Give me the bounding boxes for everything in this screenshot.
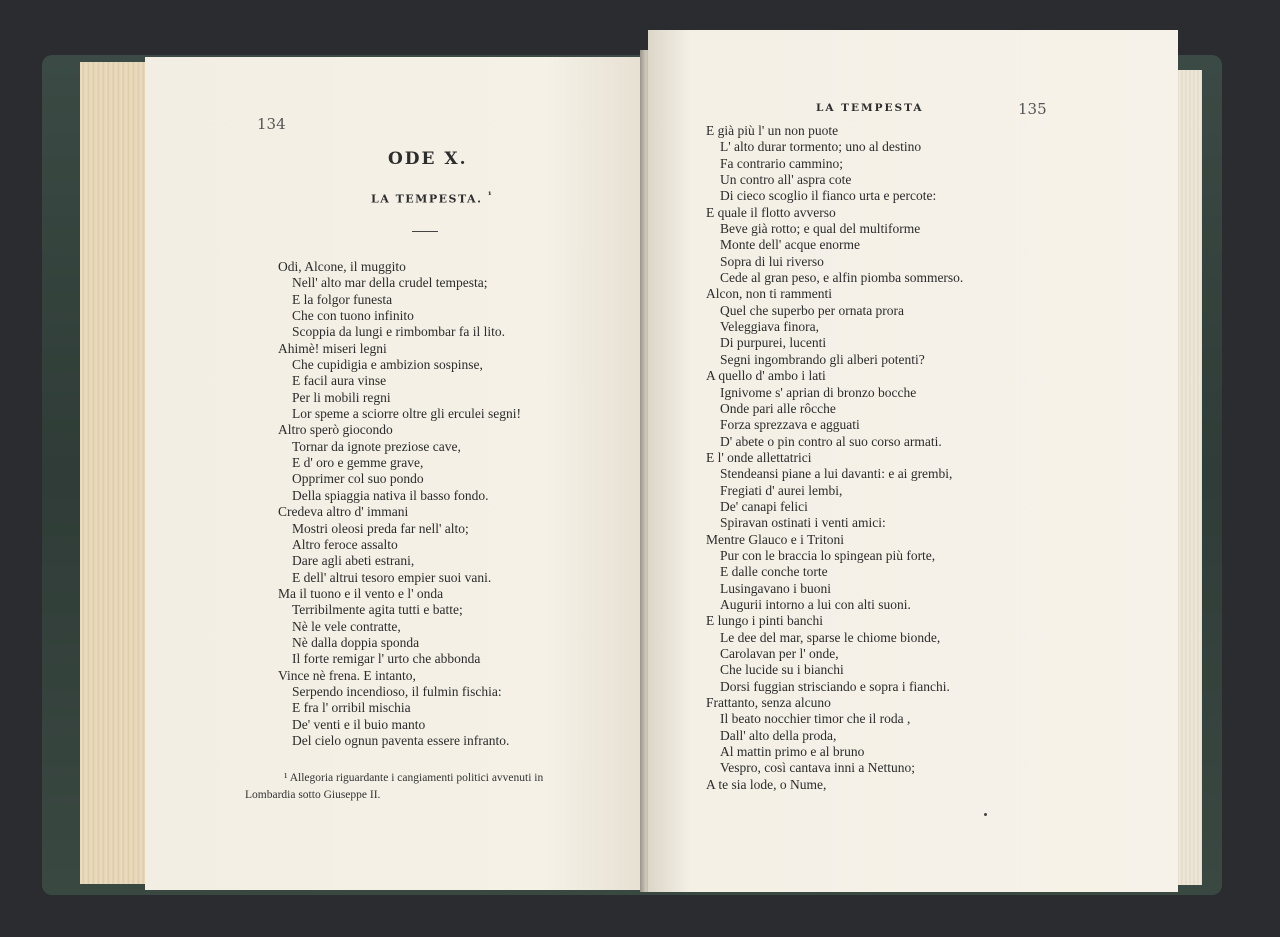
verse-line: Mentre Glauco e i Tritoni [706,531,844,547]
verse-line: Dall' alto della proda, [720,727,837,743]
verse-line: Credeva altro d' immani [278,504,409,520]
running-head: LA TEMPESTA [816,102,924,114]
verse-line: Serpendo incendioso, il fulmin fischia: [292,683,502,699]
verse-line: Stendeansi piane a lui davanti: e ai grembi, [720,466,953,482]
page-edges-left [80,62,146,884]
verse-line: Nè le vele contratte, [292,618,401,634]
verse-line: Il beato nocchier timor che il roda , [720,711,911,727]
verse-line: Ma il tuono e il vento e l' onda [278,585,444,601]
verse-line: Al mattin primo e al bruno [720,744,865,760]
verse-line: L' alto durar tormento; uno al destino [720,139,922,155]
verse-line: Alcon, non ti rammenti [706,286,832,302]
right-page [648,30,1178,892]
verse-line: E quale il flotto avverso [706,204,836,220]
verse-line: Opprimer col suo pondo [292,471,424,487]
verse-line: Augurii intorno a lui con alti suoni. [720,596,911,612]
verse-line: De' canapi felici [720,498,808,514]
left-page [145,57,645,890]
verse-line: Veleggiava finora, [720,319,819,335]
verse-line: Altro sperò giocondo [278,422,393,438]
verse-line: Per li mobili regni [292,389,391,405]
verse-line: De' venti e il buio manto [292,716,426,732]
verse-line: Fa contrario cammino; [720,155,843,171]
verse-line: E facil aura vinse [292,373,387,389]
verse-line: Ahimè! miseri legni [278,340,387,356]
verse-line: Segni ingombrando gli alberi potenti? [720,351,925,367]
verse-line: E fra l' orribil mischia [292,700,411,716]
footnote-mark: ¹ [487,191,494,201]
verse-line: Il forte remigar l' urto che abbonda [292,651,481,667]
verse-line: Ignivome s' aprian di bronzo bocche [720,384,917,400]
verse-line: Del cielo ognun paventa essere infranto. [292,732,510,748]
verse-line: Dorsi fuggian strisciando e sopra i fianchi. [720,678,950,694]
poem-subtitle [371,191,493,206]
verse-line: D' abete o pin contro al suo corso armati. [720,433,942,449]
verse-line: Spiravan ostinati i venti amici: [720,515,886,531]
left-verse-lines [278,259,521,749]
verse-line: Mostri oleosi preda far nell' alto; [292,520,469,536]
verse-line: Altro feroce assalto [292,536,398,552]
verse-line: Monte dell' acque enorme [720,237,861,253]
verse-line: Che cupidigia e ambizion sospinse, [292,357,483,373]
verse-line: Di cieco scoglio il fianco urta e percote: [720,188,937,204]
footnote-line-2: Lombardia sotto Giuseppe II. [245,789,381,801]
verse-line: A quello d' ambo i lati [706,368,826,384]
verse-line: Pur con le braccia lo spingean più forte, [720,547,936,563]
page-edges-right [1176,70,1202,885]
verse-line: Quel che superbo per ornata prora [720,302,905,318]
verse-line: Nell' alto mar della crudel tempesta; [292,275,488,291]
verse-line: Le dee del mar, sparse le chiome bionde, [720,629,941,645]
verse-line: Beve già rotto; e qual del multiforme [720,221,921,237]
verse-line: Odi, Alcone, il muggito [278,259,406,274]
ink-speck [984,813,987,816]
verse-line: E la folgor funesta [292,291,393,307]
verse-line: Vince nè frena. E intanto, [278,667,416,683]
verse-line: Dare agli abeti estrani, [292,553,415,569]
verse-line: Forza sprezzava e agguati [720,417,860,433]
verse-line: Lusingavano i buoni [720,580,831,596]
verse-line: Di purpurei, lucenti [720,335,827,351]
verse-line: Vespro, così cantava inni a Nettuno; [720,760,915,776]
verse-line: Nè dalla doppia sponda [292,634,420,650]
verse-line: E già più l' un non puote [706,123,839,138]
title-rule [412,231,438,232]
verse-line: Un contro all' aspra cote [720,172,852,188]
verse-line: Lor speme a sciorre oltre gli erculei segni! [292,406,522,422]
verse-line: E dalle conche torte [720,564,828,580]
verse-line: Della spiaggia nativa il basso fondo. [292,487,489,503]
verse-line: E d' oro e gemme grave, [292,455,424,471]
verse-line: E dell' altrui tesoro empier suoi vani. [292,569,492,585]
verse-line: E l' onde allettatrici [706,449,812,465]
verse-line: Terribilmente agita tutti e batte; [292,602,463,618]
footnote-line-1: ¹ Allegoria riguardante i cangiamenti politici avvenuti in [284,772,544,784]
verse-line: Onde pari alle rôcche [720,400,836,416]
verse-line: Scoppia da lungi e rimbombar fa il lito. [292,324,505,340]
verse-line: A te sia lode, o Nume, [706,776,827,792]
verse-line: Che lucide su i bianchi [720,662,844,678]
verse-line: Fregiati d' aurei lembi, [720,482,843,498]
page-number-right: 135 [1018,100,1047,118]
poem-subtitle-text: LA TEMPESTA. [371,192,483,206]
page-number-left: 134 [257,115,286,133]
verse-line: Carolavan per l' onde, [720,646,839,661]
verse-line: Che con tuono infinito [292,308,414,324]
verse-line: Sopra di lui riverso [720,253,824,269]
right-verse-lines [706,123,963,793]
verse-line: Tornar da ignote preziose cave, [292,438,461,454]
verse-line: E lungo i pinti banchi [706,613,823,629]
verse-line: Frattanto, senza alcuno [706,695,831,711]
poem-title: ODE X. [388,149,468,169]
verse-line: Cede al gran peso, e alfin piomba sommerso. [720,270,964,286]
